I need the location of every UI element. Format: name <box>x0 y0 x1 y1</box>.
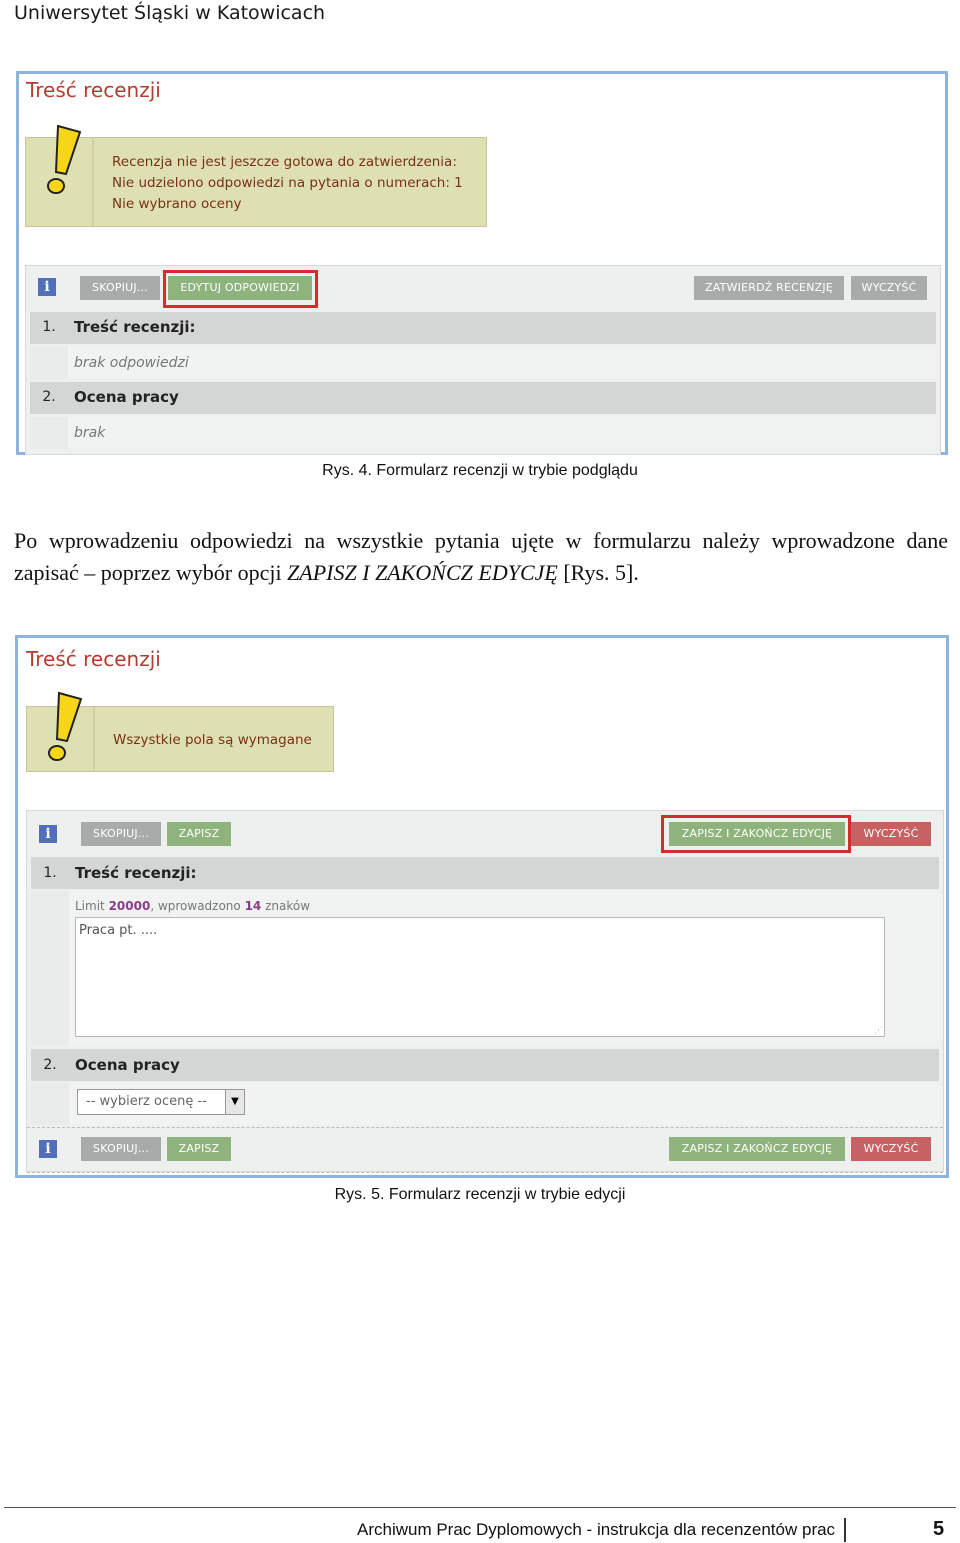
toolbar <box>27 811 943 855</box>
edit-answers-button[interactable]: EDYTUJ ODPOWIEDZI <box>168 276 312 300</box>
question-number: 1. <box>43 865 57 881</box>
answer-row <box>30 417 936 449</box>
answer-row <box>30 347 936 379</box>
header-university: Uniwersytet Śląski w Katowicach <box>14 2 326 24</box>
question-title: Treść recenzji: <box>75 864 197 882</box>
warning-line: Nie wybrano oceny <box>112 196 242 212</box>
review-form-panel <box>26 810 944 1172</box>
info-icon[interactable]: i <box>38 278 56 296</box>
save-button[interactable]: ZAPISZ <box>167 1137 231 1161</box>
warning-line: Nie udzielono odpowiedzi na pytania o numerach: 1 <box>112 175 463 191</box>
highlight-frame <box>163 270 318 308</box>
approve-review-button[interactable]: ZATWIERDŹ RECENZJĘ <box>694 276 844 300</box>
figure-caption: Rys. 4. Formularz recenzji w trybie podglądu <box>322 462 638 479</box>
limit-suffix: znaków <box>261 899 311 913</box>
info-icon[interactable]: i <box>39 1140 57 1158</box>
clear-button[interactable]: WYCZYŚĆ <box>851 276 927 300</box>
warning-text: Wszystkie pola są wymagane <box>113 732 312 748</box>
figure-caption: Rys. 5. Formularz recenzji w trybie edycji <box>334 1186 626 1203</box>
copy-button[interactable]: SKOPIUJ... <box>81 822 161 846</box>
warning-text <box>112 152 463 215</box>
answer-row <box>31 891 939 1045</box>
question-number: 2. <box>43 1057 57 1073</box>
char-limit-info <box>75 899 310 913</box>
limit-mid: , wprowadzono <box>150 899 245 913</box>
resize-handle-icon[interactable]: ⋰ <box>874 1026 883 1036</box>
page-number: 5 <box>933 1518 945 1540</box>
grade-select[interactable] <box>77 1089 245 1115</box>
toolbar <box>26 266 940 308</box>
review-title: Treść recenzji <box>26 78 161 102</box>
footer-divider <box>4 1507 956 1508</box>
clear-button[interactable]: WYCZYŚĆ <box>851 822 931 846</box>
chevron-down-icon[interactable]: ▼ <box>225 1090 244 1114</box>
review-form-panel <box>25 265 941 455</box>
toolbar-bottom <box>27 1127 943 1173</box>
exclamation-icon <box>37 689 87 769</box>
paragraph-emphasis: ZAPISZ I ZAKOŃCZ EDYCJĘ <box>287 560 558 585</box>
review-textarea[interactable] <box>75 917 885 1037</box>
question-number: 2. <box>42 389 56 405</box>
warning-box <box>25 137 487 227</box>
question-number: 1. <box>42 319 56 335</box>
save-and-finish-button[interactable]: ZAPISZ I ZAKOŃCZ EDYCJĘ <box>669 1137 845 1161</box>
copy-button[interactable]: SKOPIUJ... <box>80 276 160 300</box>
clear-button[interactable]: WYCZYŚĆ <box>851 1137 931 1161</box>
question-row <box>30 382 936 414</box>
textarea-value: Praca pt. .... <box>79 923 158 938</box>
save-and-finish-button[interactable]: ZAPISZ I ZAKOŃCZ EDYCJĘ <box>669 822 845 846</box>
footer-text: Archiwum Prac Dyplomowych - instrukcja dla recenzentów prac <box>357 1520 836 1539</box>
limit-value: 20000 <box>108 899 151 913</box>
question-row <box>31 857 939 889</box>
paragraph-text: Po wprowadzeniu odpowiedzi na wszystkie pytania ujęte w formularzu należy wprowadzone dane zapisać – poprzez wybór opcji <box>14 528 948 585</box>
figure-edit-screenshot <box>15 635 949 1178</box>
warning-box <box>26 706 334 772</box>
exclamation-icon <box>36 122 86 202</box>
body-paragraph <box>14 525 948 589</box>
question-title: Ocena pracy <box>74 388 179 406</box>
question-title: Treść recenzji: <box>74 318 196 336</box>
highlight-frame <box>661 815 851 853</box>
info-icon[interactable]: i <box>39 825 57 843</box>
grade-select-value: -- wybierz ocenę -- <box>86 1094 207 1109</box>
footer-separator <box>844 1518 846 1542</box>
review-title: Treść recenzji <box>26 647 161 671</box>
limit-prefix: Limit <box>75 899 109 913</box>
answer-row <box>31 1083 939 1125</box>
question-row <box>30 312 936 344</box>
figure-preview-screenshot <box>16 71 948 455</box>
copy-button[interactable]: SKOPIUJ... <box>81 1137 161 1161</box>
entered-value: 14 <box>244 899 262 913</box>
answer-text: brak odpowiedzi <box>74 355 189 371</box>
paragraph-text-end: [Rys. 5]. <box>557 560 639 585</box>
question-title: Ocena pracy <box>75 1056 180 1074</box>
question-row <box>31 1049 939 1081</box>
answer-text: brak <box>74 425 106 441</box>
save-button[interactable]: ZAPISZ <box>167 822 231 846</box>
warning-line: Recenzja nie jest jeszcze gotowa do zatwierdzenia: <box>112 154 457 170</box>
